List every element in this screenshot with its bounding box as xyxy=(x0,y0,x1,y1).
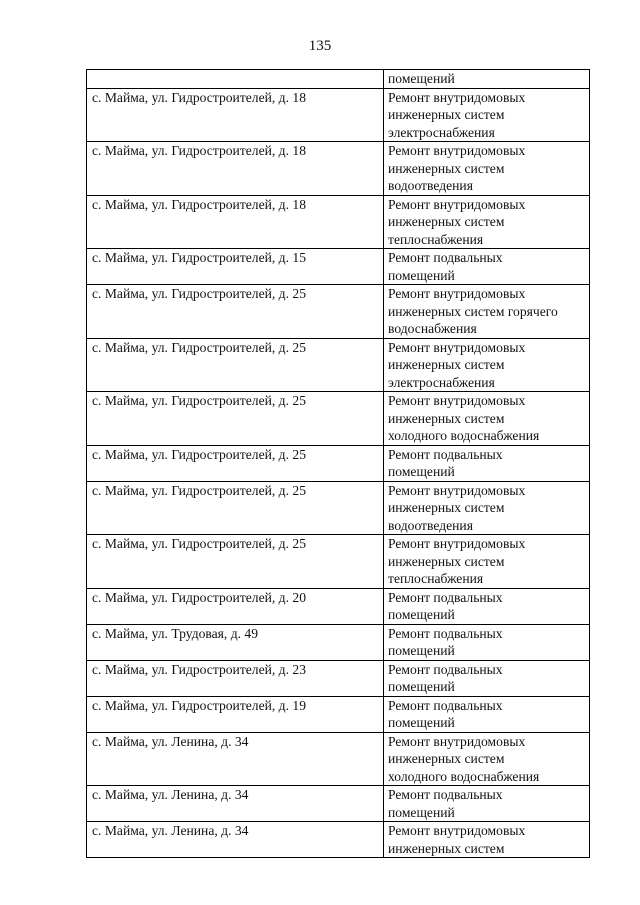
work-cell: Ремонт внутридомовых инженерных систем холодного водоснабжения xyxy=(384,732,590,786)
work-cell: помещений xyxy=(384,70,590,89)
address-cell: с. Майма, ул. Гидростроителей, д. 23 xyxy=(87,660,384,696)
table-row xyxy=(87,338,590,392)
address-cell: с. Майма, ул. Гидростроителей, д. 18 xyxy=(87,195,384,249)
table-row xyxy=(87,535,590,589)
table-row xyxy=(87,696,590,732)
address-cell: с. Майма, ул. Гидростроителей, д. 20 xyxy=(87,588,384,624)
work-cell: Ремонт подвальных помещений xyxy=(384,445,590,481)
address-cell: с. Майма, ул. Гидростроителей, д. 15 xyxy=(87,249,384,285)
address-cell: с. Майма, ул. Гидростроителей, д. 18 xyxy=(87,88,384,142)
work-cell: Ремонт внутридомовых инженерных систем теплоснабжения xyxy=(384,535,590,589)
address-cell: с. Майма, ул. Ленина, д. 34 xyxy=(87,822,384,858)
table-row xyxy=(87,481,590,535)
table-row xyxy=(87,249,590,285)
work-cell: Ремонт подвальных помещений xyxy=(384,696,590,732)
address-cell: с. Майма, ул. Ленина, д. 34 xyxy=(87,786,384,822)
work-cell: Ремонт подвальных помещений xyxy=(384,660,590,696)
work-cell: Ремонт подвальных помещений xyxy=(384,786,590,822)
address-cell: с. Майма, ул. Гидростроителей, д. 25 xyxy=(87,445,384,481)
work-cell: Ремонт внутридомовых инженерных систем горячего водоснабжения xyxy=(384,285,590,339)
works-table-body xyxy=(87,70,590,858)
address-cell: с. Майма, ул. Ленина, д. 34 xyxy=(87,732,384,786)
table-row xyxy=(87,392,590,446)
work-cell: Ремонт подвальных помещений xyxy=(384,588,590,624)
table-row xyxy=(87,445,590,481)
table-row xyxy=(87,588,590,624)
address-cell: с. Майма, ул. Гидростроителей, д. 25 xyxy=(87,285,384,339)
table-row xyxy=(87,660,590,696)
work-cell: Ремонт внутридомовых инженерных систем холодного водоснабжения xyxy=(384,392,590,446)
address-cell: с. Майма, ул. Гидростроителей, д. 25 xyxy=(87,481,384,535)
address-cell: с. Майма, ул. Трудовая, д. 49 xyxy=(87,624,384,660)
work-cell: Ремонт внутридомовых инженерных систем электроснабжения xyxy=(384,88,590,142)
table-row xyxy=(87,70,590,89)
address-cell: с. Майма, ул. Гидростроителей, д. 25 xyxy=(87,338,384,392)
table-row xyxy=(87,142,590,196)
table-row xyxy=(87,88,590,142)
address-cell xyxy=(87,70,384,89)
address-cell: с. Майма, ул. Гидростроителей, д. 19 xyxy=(87,696,384,732)
table-row xyxy=(87,195,590,249)
work-cell: Ремонт подвальных помещений xyxy=(384,624,590,660)
table-row xyxy=(87,786,590,822)
work-cell: Ремонт внутридомовых инженерных систем xyxy=(384,822,590,858)
table-row xyxy=(87,822,590,858)
address-cell: с. Майма, ул. Гидростроителей, д. 18 xyxy=(87,142,384,196)
work-cell: Ремонт внутридомовых инженерных систем водоотведения xyxy=(384,481,590,535)
table-row xyxy=(87,624,590,660)
table-row xyxy=(87,285,590,339)
work-cell: Ремонт внутридомовых инженерных систем теплоснабжения xyxy=(384,195,590,249)
table-row xyxy=(87,732,590,786)
work-cell: Ремонт подвальных помещений xyxy=(384,249,590,285)
address-cell: с. Майма, ул. Гидростроителей, д. 25 xyxy=(87,535,384,589)
address-cell: с. Майма, ул. Гидростроителей, д. 25 xyxy=(87,392,384,446)
work-cell: Ремонт внутридомовых инженерных систем водоотведения xyxy=(384,142,590,196)
works-table xyxy=(86,69,590,858)
page-number: 135 xyxy=(308,38,332,54)
work-cell: Ремонт внутридомовых инженерных систем электроснабжения xyxy=(384,338,590,392)
